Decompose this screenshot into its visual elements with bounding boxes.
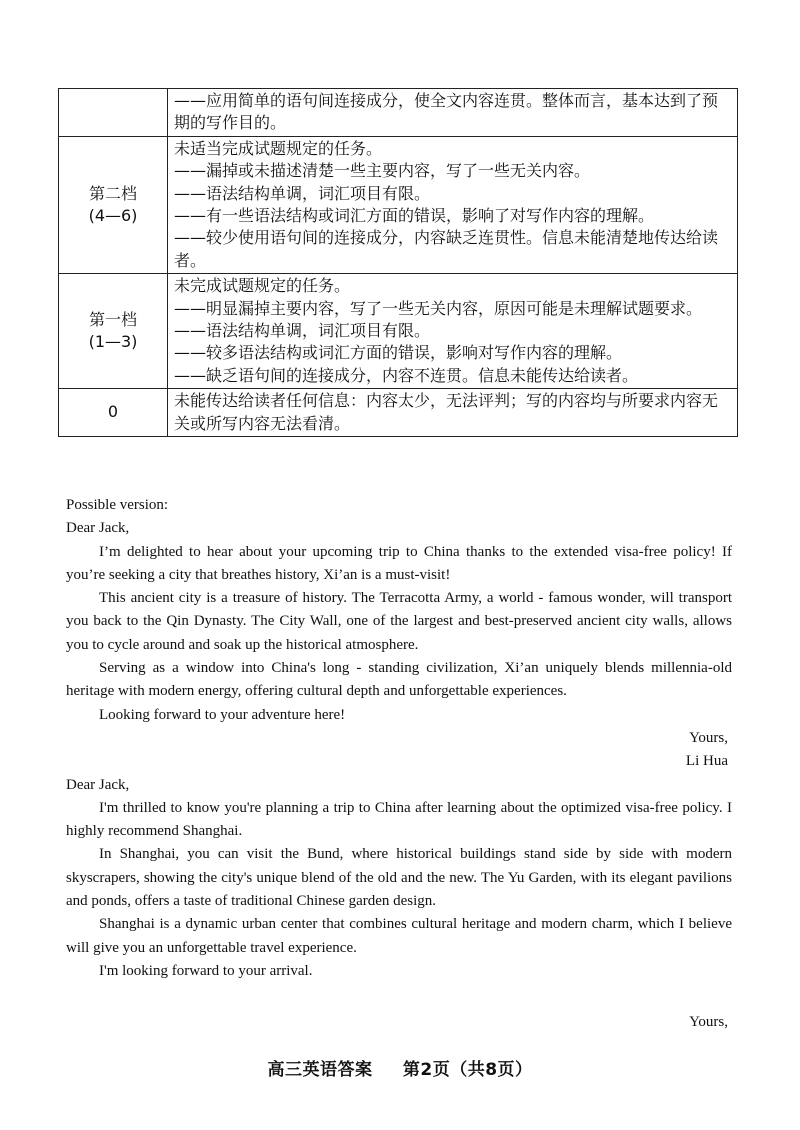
letter-xian: [66, 517, 732, 773]
letter-closing: Yours,: [689, 1014, 728, 1031]
letter-paragraph: This ancient city is a treasure of history. The Terracotta Army, a world - famous wonder, will transport you back to the Qin Dynasty. The City Wall, one of the largest and best-preserved ancient city walls, allows you to cycle around and soak up the historical atmosphere.: [66, 590, 732, 653]
letter-closing: Yours,: [689, 729, 728, 746]
criteria-line: ——缺乏语句间的连接成分，内容不连贯。信息未能传达给读者。: [174, 365, 639, 385]
criteria-line: ——较少使用语句间的连接成分，内容缺乏连贯性。信息未能清楚地传达给读者。: [174, 228, 719, 270]
criteria-cell: [168, 89, 738, 137]
letter-paragraph: Serving as a window into China's long - standing civilization, Xi’an uniquely blends millennia-old heritage with modern energy, offering cultural depth and unforgettable experiences.: [66, 660, 732, 700]
footer-page-number: 第2页（共8页）: [402, 1060, 533, 1080]
rubric-row-band-2: [59, 136, 738, 273]
spacer: [66, 983, 732, 1011]
band-name: 第二档: [88, 183, 137, 203]
criteria-cell: [168, 136, 738, 273]
criteria-line: ——语法结构单调，词汇项目有限。: [174, 183, 431, 203]
band-range: (4—6): [88, 206, 138, 226]
criteria-line: ——明显漏掉主要内容，写了一些无关内容，原因可能是未理解试题要求。: [174, 298, 703, 318]
band-cell: [59, 89, 168, 137]
possible-version-label: Possible version:: [66, 497, 169, 513]
band-cell: [59, 389, 168, 437]
letter-paragraph: In Shanghai, you can visit the Bund, where historical buildings stand side by side with modern skyscrapers, showing the city's unique blend of the old and the new. The Yu Garden, with its elegant pavilions and ponds, offers a taste of traditional Chinese garden design.: [66, 846, 732, 910]
criteria-line: 未完成试题规定的任务。: [174, 276, 351, 296]
band-name: 0: [107, 402, 119, 422]
criteria-line: ——语法结构单调，词汇项目有限。: [174, 321, 431, 341]
model-essays: [66, 494, 732, 1035]
scoring-rubric-table: [58, 88, 738, 437]
letter-paragraph: Shanghai is a dynamic urban center that combines cultural heritage and modern charm, which I believe will give you an unforgettable travel experience.: [66, 916, 732, 956]
rubric-row-band-0: [59, 389, 738, 437]
criteria-cell: [168, 274, 738, 389]
criteria-line: 未能传达给读者任何信息：内容太少，无法评判；写的内容均与所要求内容无关或所写内容无法看清。: [174, 391, 719, 433]
footer-subject: 高三英语答案: [267, 1060, 373, 1080]
letter-paragraph: I'm thrilled to know you're planning a trip to China after learning about the optimized visa-free policy. I highly recommend Shanghai.: [66, 799, 732, 840]
criteria-line: 未适当完成试题规定的任务。: [174, 138, 383, 158]
criteria-line: ——较多语法结构或词汇方面的错误，影响对写作内容的理解。: [174, 343, 623, 363]
criteria-cell: [168, 389, 738, 437]
letter-salutation: Dear Jack,: [66, 776, 130, 793]
rubric-row-band-1: [59, 274, 738, 389]
band-range: (1—3): [88, 332, 138, 352]
letter-signature: Li Hua: [685, 753, 728, 770]
criteria-line: ——应用简单的语句间连接成分，使全文内容连贯。整体而言，基本达到了预期的写作目的。: [174, 91, 719, 133]
letter-salutation: Dear Jack,: [66, 520, 130, 537]
band-name: 第一档: [88, 309, 137, 329]
letter-paragraph: I'm looking forward to your arrival.: [99, 962, 313, 979]
rubric-row-continuation: [59, 89, 738, 137]
band-cell: [59, 274, 168, 389]
page-footer: [0, 1055, 800, 1080]
criteria-line: ——漏掉或未描述清楚一些主要内容，写了一些无关内容。: [174, 161, 591, 181]
letter-paragraph: Looking forward to your adventure here!: [99, 706, 346, 723]
letter-paragraph: I’m delighted to hear about your upcoming trip to China thanks to the extended visa-free policy! If you’re seeking a city that breathes history, Xi’an is a must-visit!: [66, 543, 732, 583]
band-cell: [59, 136, 168, 273]
letter-shanghai: [66, 774, 732, 1035]
criteria-line: ——有一些语法结构或词汇方面的错误，影响了对写作内容的理解。: [174, 206, 655, 226]
